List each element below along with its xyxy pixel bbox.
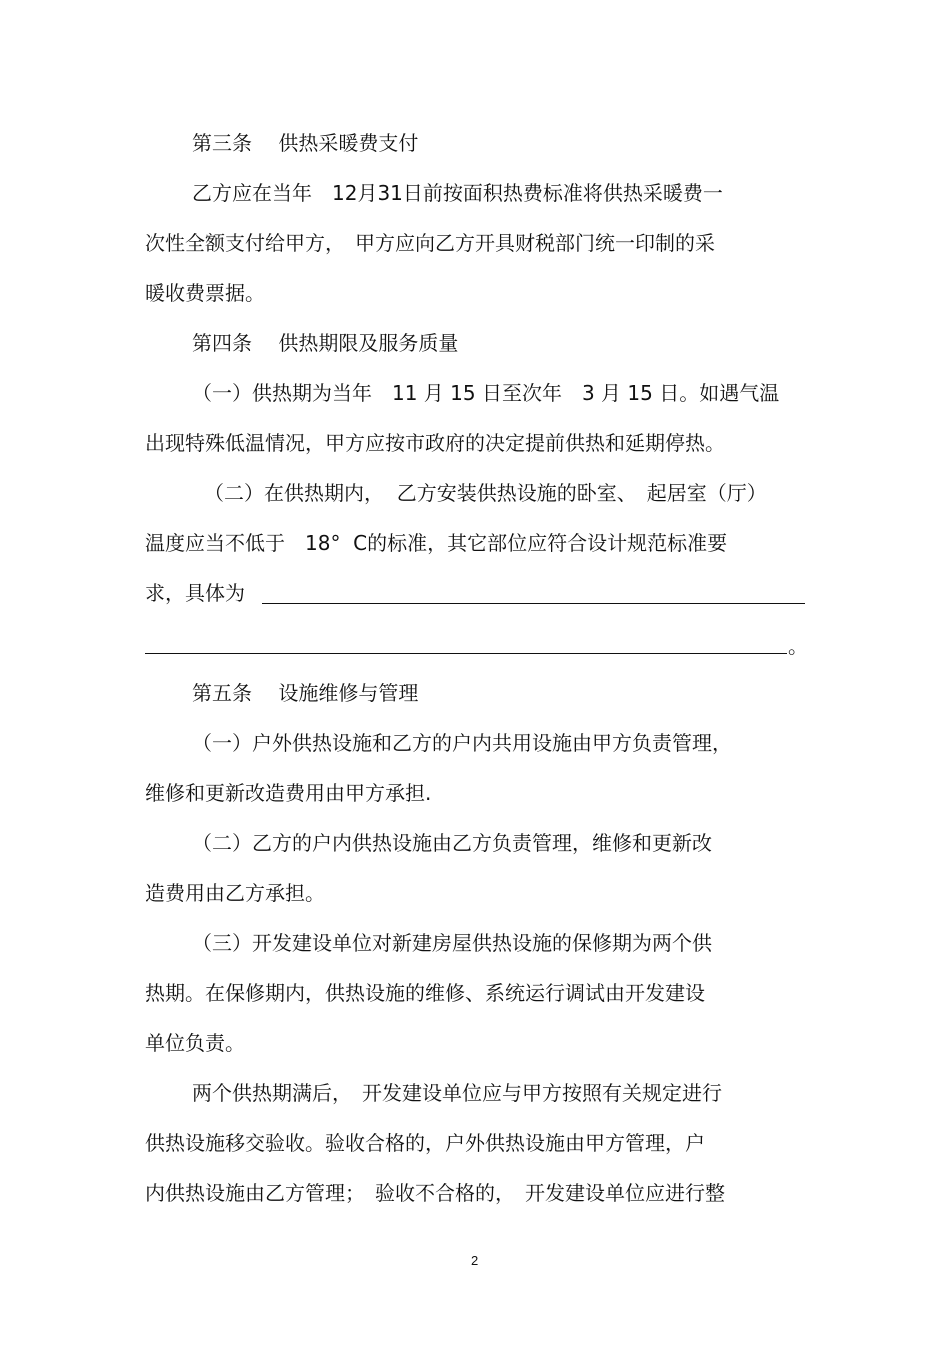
paragraph-line: 内供热设施由乙方管理； 验收不合格的， 开发建设单位应进行整 [145,1181,725,1205]
paragraph-line: 单位负责。 [145,1031,245,1055]
paragraph-line: 温度应当不低于 18° C的标准，其它部位应符合设计规范标准要 [145,531,728,555]
paragraph-line: 出现特殊低温情况，甲方应按市政府的决定提前供热和延期停热。 [145,431,725,455]
paragraph-line: 求，具体为 [145,581,245,605]
article-5-heading: 第五条 设施维修与管理 [192,681,419,705]
paragraph-line: （三）开发建设单位对新建房屋供热设施的保修期为两个供 [192,931,712,955]
blank-end-period: 。 [788,634,808,658]
fill-in-blank-line [145,653,787,654]
paragraph-line: 暖收费票据。 [145,281,265,305]
paragraph-line: （二）在供热期内， 乙方安装供热设施的卧室、 起居室（厅） [204,481,767,505]
paragraph-line: 次性全额支付给甲方， 甲方应向乙方开具财税部门统一印制的采 [145,231,715,255]
paragraph-line: 热期。在保修期内，供热设施的维修、系统运行调试由开发建设 [145,981,705,1005]
paragraph-line: （二）乙方的户内供热设施由乙方负责管理，维修和更新改 [192,831,712,855]
page-number: 2 [471,1253,479,1268]
paragraph-line: 维修和更新改造费用由甲方承担. [145,781,432,805]
paragraph-line: 两个供热期满后， 开发建设单位应与甲方按照有关规定进行 [192,1081,722,1105]
paragraph-line: （一）供热期为当年 11 月 15 日至次年 3 月 15 日。如遇气温 [192,381,780,405]
article-3-heading: 第三条 供热采暖费支付 [192,131,419,155]
paragraph-line: 造费用由乙方承担。 [145,881,325,905]
fill-in-blank-line [262,603,805,604]
paragraph-line: （一）户外供热设施和乙方的户内共用设施由甲方负责管理， [192,731,732,755]
article-4-heading: 第四条 供热期限及服务质量 [192,331,459,355]
paragraph-line: 乙方应在当年 12月31日前按面积热费标准将供热采暖费一 [192,181,723,205]
paragraph-line: 供热设施移交验收。验收合格的，户外供热设施由甲方管理，户 [145,1131,705,1155]
